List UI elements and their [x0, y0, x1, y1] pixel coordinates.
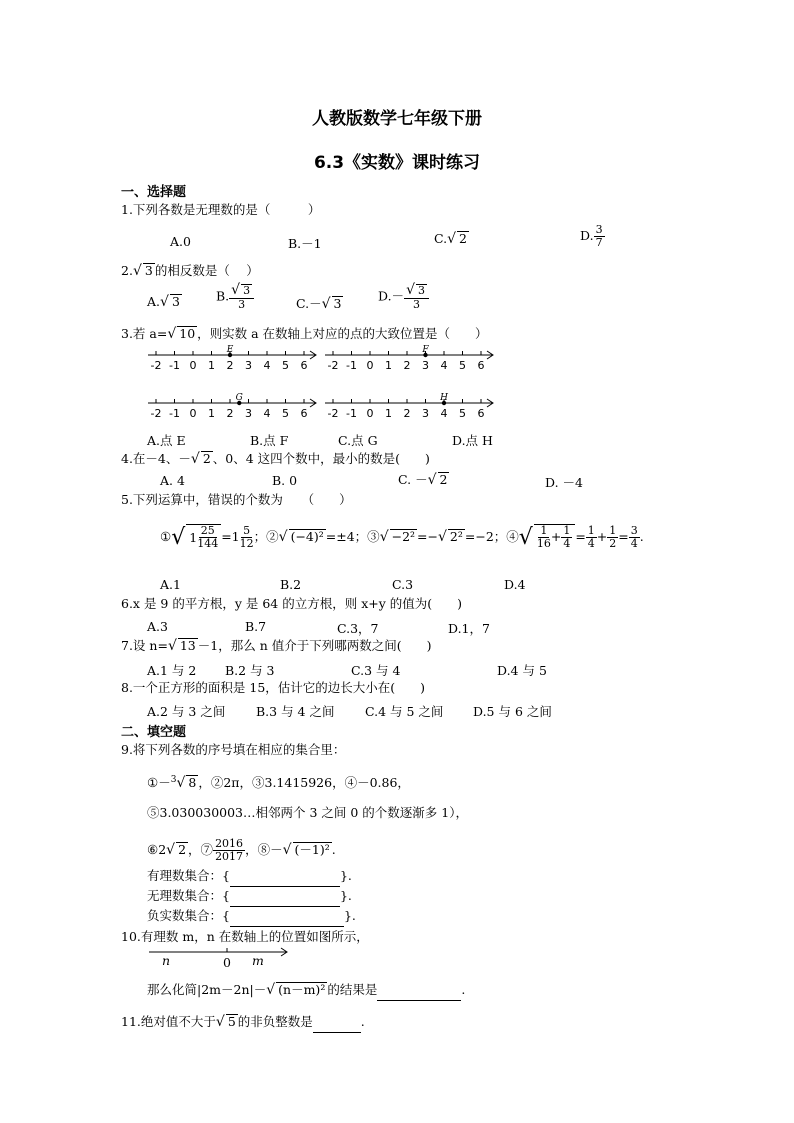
question-1-stem: 1.下列各数是无理数的是（ ） — [121, 202, 321, 217]
number-line-tick-label: -2 — [150, 359, 162, 372]
number-line-tick-label: 3 — [422, 359, 429, 372]
number-line-tick-label: 0 — [189, 407, 197, 420]
q9-set-negative: 负实数集合：{ }. — [147, 906, 356, 926]
q2-option-d: D.－ $\frac{√ 3}{3}$ — [378, 283, 429, 311]
question-11-stem: 11.绝对值不大于√ 5 的非负整数是 . — [121, 1012, 365, 1032]
q10-label-m: m — [252, 953, 264, 968]
q7-option-b: B.2 与 3 — [225, 663, 275, 678]
number-line-tick-label: 6 — [300, 407, 308, 420]
number-line-tick-label: 4 — [263, 359, 271, 372]
q5-expressions: ①√ 1 $\frac{25}{144}$ =1 $\frac{5}{12}$ ；②√ (−4)² =±4；③√ −2² =−√ 2² =−2；④√ $\frac{1}{16}$ + $\frac{1}{4}$ = $\frac{1}{4}$ + $\frac{1}{2}$ = $\frac{3}{4}$ . — [160, 524, 644, 551]
number-line-tick-label: 6 — [300, 359, 308, 372]
question-8-stem: 8.一个正方形的面积是 15，估计它的边长大小在( ) — [121, 680, 426, 695]
q6-option-b: B.7 — [245, 619, 267, 634]
q5-option-d: D.4 — [504, 577, 526, 592]
number-line-svg — [148, 345, 320, 375]
q1-option-d: D. $\frac{3}{7}$ — [580, 223, 603, 250]
q7-option-c: C.3 与 4 — [351, 663, 401, 678]
number-line-tick-label: 3 — [245, 407, 252, 420]
number-line-tick-label: -1 — [346, 407, 357, 420]
q10-label-zero: 0 — [223, 955, 231, 970]
q9-set-rational: 有理数集合：{ }. — [147, 866, 352, 886]
q8-option-a: A.2 与 3 之间 — [147, 704, 226, 719]
q10-question: 那么化简|2m－2n|－√ (n－m)² 的结果是 . — [147, 980, 465, 1000]
question-3-stem: 3.若 a=√ 10 ，则实数 a 在数轴上对应的点的大致位置是（ ） — [121, 326, 488, 342]
page-subtitle: 6.3《实数》课时练习 — [313, 153, 481, 173]
number-line-svg — [325, 393, 497, 423]
number-line-tick-label: -1 — [169, 407, 180, 420]
number-line-tick-label: 2 — [226, 359, 234, 372]
number-line-svg — [325, 345, 497, 375]
question-10-stem: 10.有理数 m，n 在数轴上的位置如图所示， — [121, 929, 369, 944]
q6-option-a: A.3 — [147, 619, 168, 634]
q9-set-irrational: 无理数集合：{ }. — [147, 886, 352, 906]
q8-option-d: D.5 与 6 之间 — [473, 704, 552, 719]
number-line-tick-label: 1 — [208, 359, 215, 372]
q5-option-a: A.1 — [160, 577, 181, 592]
question-7-stem: 7.设 n=√ 13 －1，那么 n 值介于下列哪两数之间( ) — [121, 638, 432, 654]
number-line-tick-label: 1 — [385, 359, 392, 372]
q4-option-a: A. 4 — [160, 473, 185, 488]
number-line-tick-label: 2 — [403, 407, 411, 420]
q5-option-c: C.3 — [392, 577, 414, 592]
page-title: 人教版数学七年级下册 — [312, 109, 482, 129]
question-2-stem: 2.√ 3 的相反数是（ ） — [121, 263, 259, 279]
q6-option-c: C.3，7 — [337, 621, 379, 636]
number-line-e — [148, 345, 320, 375]
q10-label-n: n — [162, 953, 171, 968]
number-line-tick-label: -1 — [346, 359, 357, 372]
number-line-tick-label: 5 — [282, 359, 289, 372]
question-6-stem: 6.x 是 9 的平方根，y 是 64 的立方根，则 x+y 的值为( ) — [121, 596, 463, 611]
q8-option-c: C.4 与 5 之间 — [365, 704, 444, 719]
q3-option-b: B.点 F — [250, 433, 289, 448]
number-line-tick-label: 6 — [477, 359, 485, 372]
number-line-tick-label: 4 — [440, 359, 448, 372]
number-line-tick-label: 0 — [189, 359, 197, 372]
number-line-tick-label: 3 — [245, 359, 252, 372]
q2-option-b: B. $\frac{√ 3}{3}$ — [216, 283, 254, 311]
number-line-tick-label: 5 — [459, 359, 466, 372]
q7-option-d: D.4 与 5 — [497, 663, 547, 678]
section-heading-choice: 一、选择题 — [121, 185, 187, 200]
number-line-tick-label: 5 — [459, 407, 466, 420]
q9-line-1: ①－$^3$√ 8 ，②2π，③3.1415926，④－0.86， — [147, 775, 410, 792]
number-line-tick-label: 2 — [403, 359, 411, 372]
q4-option-b: B. 0 — [272, 473, 298, 488]
number-line-g — [148, 393, 320, 423]
q4-option-c: C. －√ 2 — [398, 472, 448, 488]
number-line-tick-label: 4 — [263, 407, 271, 420]
q4-option-d: D. －4 — [545, 475, 583, 490]
number-line-point-label: F — [422, 345, 429, 355]
q2-option-c: C.－√ 3 — [296, 296, 342, 312]
q9-line-2: ⑤3.030030003…相邻两个 3 之间 0 的个数逐渐多 1）， — [147, 805, 468, 820]
number-line-tick-label: -1 — [169, 359, 180, 372]
number-line-point-label: G — [235, 393, 243, 403]
number-line-tick-label: 5 — [282, 407, 289, 420]
number-line-tick-label: -2 — [327, 407, 339, 420]
number-line-h — [325, 393, 497, 423]
question-5-stem: 5.下列运算中，错误的个数为 （ ） — [121, 492, 352, 507]
number-line-tick-label: -2 — [150, 407, 162, 420]
number-line-tick-label: -2 — [327, 359, 339, 372]
number-line-tick-label: 4 — [440, 407, 448, 420]
q1-option-c: C.√ 2 — [434, 231, 467, 247]
question-9-stem: 9.将下列各数的序号填在相应的集合里： — [121, 742, 346, 757]
number-line-tick-label: 2 — [226, 407, 234, 420]
question-4-stem: 4.在－4、－√ 2 、0、4 这四个数中，最小的数是( ) — [121, 451, 430, 467]
q1-option-a: A.0 — [170, 234, 191, 249]
q9-line-3: ⑥2√ 2 ，⑦ $\frac{2016}{2017}$ ，⑧－√ (－1)² . — [147, 836, 336, 863]
number-line-f — [325, 345, 497, 375]
number-line-tick-label: 3 — [422, 407, 429, 420]
q2-option-a: A.√ 3 — [147, 294, 180, 310]
number-line-point-label: H — [440, 393, 448, 403]
number-line-tick-label: 0 — [366, 359, 374, 372]
number-line-tick-label: 1 — [208, 407, 215, 420]
q6-option-d: D.1，7 — [448, 621, 490, 636]
section-heading-fill: 二、填空题 — [121, 725, 187, 740]
q8-option-b: B.3 与 4 之间 — [256, 704, 335, 719]
number-line-tick-label: 6 — [477, 407, 485, 420]
q1-option-b: B.－1 — [288, 236, 322, 251]
q3-option-a: A.点 E — [147, 433, 186, 448]
number-line-svg — [148, 393, 320, 423]
number-line-point-label: E — [226, 345, 234, 355]
q7-option-a: A.1 与 2 — [147, 663, 197, 678]
q3-option-c: C.点 G — [338, 433, 378, 448]
q3-option-d: D.点 H — [452, 433, 493, 448]
q5-option-b: B.2 — [280, 577, 302, 592]
number-line-tick-label: 0 — [366, 407, 374, 420]
number-line-tick-label: 1 — [385, 407, 392, 420]
